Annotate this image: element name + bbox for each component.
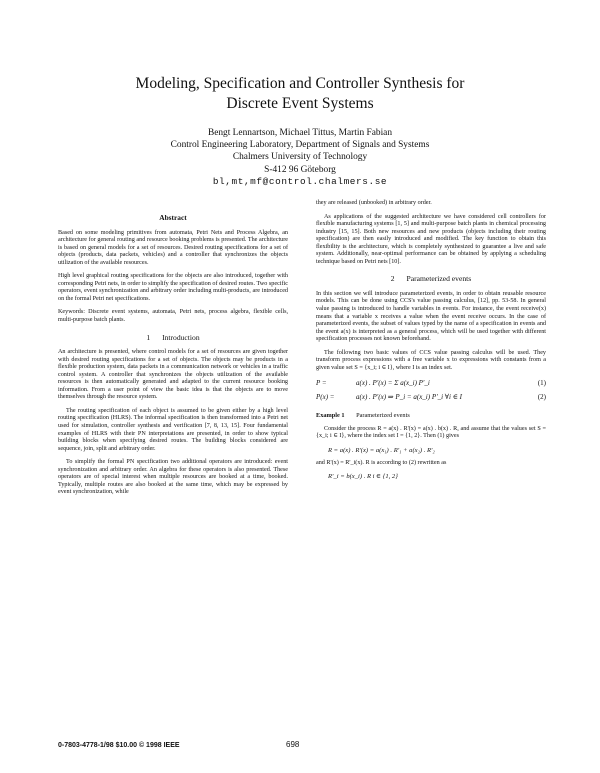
left-column [58,208,288,503]
equation-1-number: (1) [537,379,546,388]
section-2-heading [316,275,546,283]
equation-1 [316,378,546,392]
example-1-title: Parameterized events [356,412,410,420]
abstract-paragraph-1: Based on some modeling primitives from automata, Petri Nets and Process Algebra, an architecture for general routing and resource booking problems is presented. The architecture is based on general models for a set of resources. Desired routing specifications for a set of objects (products, data packets, vehicles) and a controller that synchronizes the objects utilization of the available resources. [58,229,288,266]
example-paragraph-2: and R'(x) = R'_i(x). R is according to (2) rewritten as [316,459,447,466]
title-line-2: Discrete Event Systems [226,95,374,112]
author-names: Bengt Lennartson, Michael Tittus, Martin Fabian [207,128,393,138]
intro-paragraph-2: The routing specification of each object is assumed to be given either by a high level routing specification (HLRS). The informal specification is then transformed into a Petri net used for simulation, controller synthesis and verification [7, 8, 13, 15]. Four fundamental examples of HLRS with their PN interpretations are presented, in order to show typical building blocks when specifying desired routes. The building blocks considered are sequence, join, split and arbitrary order. [58,407,288,452]
isbn-footer: 0-7803-4778-1/98 $10.00 © 1998 IEEE [58,742,180,749]
section-2-title: Parameterized events [406,274,472,284]
affiliation-university: Chalmers University of Technology [232,152,368,163]
example-paragraph-1: Consider the process R = a(x) . R'(x) = a(x) . b(x) . R, and assume that the values set S = {x_i; i ∈ I}, where the index set I = {1, 2}. Then (1) gives [316,425,546,440]
section-1-title: Introduction [162,332,200,342]
page-number: 698 [286,740,300,749]
equation-2-lhs: P(x) = [316,393,335,402]
intro-paragraph-1: An architecture is presented, where control models for a set of resources are given together with desired routing specifications for a set of objects. The objects may be products in a flexible production system, data packets in a communication network or vehicles in a traffic control system. A controller that synchronizes the objects utilization of the available resources is then automatically generated and adapted to the current resource booking information. From a user point of view the basic idea is that the objects are to move themselves through the resource system. [58,349,288,401]
section-1-heading [58,334,288,342]
right-column [316,200,546,486]
affiliation-lab: Control Engineering Laboratory, Department of Signals and Systems [170,140,430,151]
author-block [0,127,600,188]
applications-paragraph: As applications of the suggested architecture we have considered cell controllers for flexible manufacturing systems [1, 5] and multi-purpose batch plants in chemical processing industry [15, 15]. Both new resources and new products (objects including their routing specification) are then easily introduced and modified. The key function to obtain this flexibility is the architecture, which is completely synthesized to guarantee a live and safe system. Additionally, near-optimal performance can be obtained by applying a scheduling technique based on Petri nets [10]. [316,213,546,265]
author-email: bl,mt,mf@control.chalmers.se [212,175,388,187]
section-2-number: 2 [390,274,395,284]
abstract-paragraph-2: High level graphical routing specifications for the objects are also introduced, together with corresponding Petri nets, in order to simplify the specification of desired routes. Two specific operators, event synchronization and arbitrary order including multi-products, are introduced on the formal Petri net specifications. [58,273,288,302]
abstract-heading: Abstract [159,213,187,222]
equation-2-rhs: a(x) . P'(x) ⇒ P_i = a(x_i) P'_i ∀i ∈ I [356,393,462,402]
title-line-1: Modeling, Specification and Controller Synthesis for [135,75,465,92]
example-1-heading [316,412,546,420]
intro-continuation: they are released (unbooked) in arbitrary order. [316,200,432,206]
example-1-label: Example 1 [316,412,345,420]
intro-paragraph-3: To simplify the formal PN specification two additional operators are introduced: event synchronization and arbitrary order. An algebra for these operators is also presented. These operators are of special interest when multiple resources are booked at a time, booked. Typically, multiple routes are also booked at the same time, which may be expressed by event synchronization, while [58,459,288,496]
example-formula-2: R'_i = b(x_i) . R i ∈ {1, 2} [328,473,398,481]
section-1-number: 1 [146,332,151,342]
keywords: Keywords: Discrete event systems, automata, Petri nets, process algebra, flexible cells, multi-purpose batch plants. [58,309,288,324]
section-2-paragraph-2: The following two basic values of CCS value passing calculus will be used. They transform process expressions with a free variable x to expressions with constants from a given value set S = {x_i; i ∈ I}, where I is an index set. [316,349,546,371]
example-formula-1: R = a(x) . R'(x) = a(x₁) . R'₁ + a(x₂) . R'₂ [328,447,435,455]
section-2-paragraph-1: In this section we will introduce parameterized events, in order to obtain reusable resource models. This can be done using CCS's value passing calculus, [12], pp. 53-58. In general value passing is introduced to handle variables in events. For instance, the event receive(x) means that a variable x receives a value when the event receive occurs. In the case of parameterized events, the subset of values typed by the name of a specification in events and the event a(x) is interpreted as a general process, which will be used together with different specification processes not known beforehand. [316,290,546,343]
equation-2-number: (2) [537,393,546,402]
equation-1-rhs: a(x) . P'(x) = Σ a(x_i) P'_i [356,379,430,388]
paper-title [0,74,600,114]
equation-1-lhs: P = [316,379,327,388]
affiliation-city: S-412 96 Göteborg [264,164,336,175]
equation-2 [316,392,546,406]
